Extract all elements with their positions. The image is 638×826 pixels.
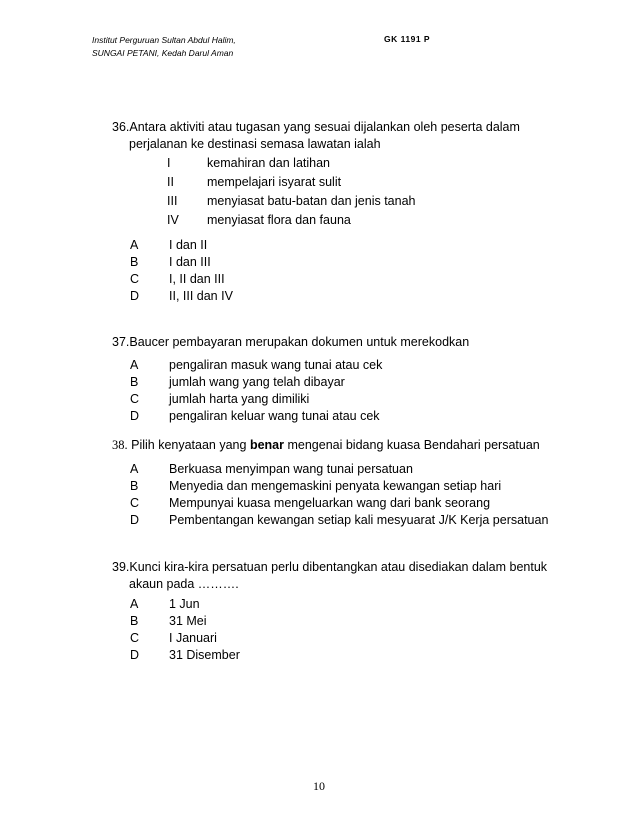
- answer-option[interactable]: [130, 512, 548, 529]
- option-letter: D: [130, 513, 140, 527]
- option-letter: B: [130, 614, 139, 628]
- statement-text: menyiasat batu-batan dan jenis tanah: [207, 194, 416, 208]
- option-text: I Januari: [169, 631, 217, 645]
- answer-option[interactable]: [130, 495, 548, 512]
- option-letter: A: [130, 462, 139, 476]
- question-36-statements: [167, 154, 415, 230]
- option-text: 31 Mei: [169, 614, 207, 628]
- option-letter: C: [130, 272, 140, 286]
- statement-item: [167, 192, 415, 211]
- option-text: jumlah harta yang dimiliki: [169, 392, 310, 406]
- question-39-options: [130, 596, 240, 664]
- question-38: [112, 437, 582, 454]
- statement-numeral: II: [167, 175, 174, 189]
- question-text: Antara aktiviti atau tugasan yang sesuai dijalankan oleh peserta dalam: [129, 120, 520, 134]
- statement-item: [167, 211, 415, 230]
- answer-option[interactable]: [130, 478, 548, 495]
- option-letter: A: [130, 358, 139, 372]
- statement-numeral: IV: [167, 213, 179, 227]
- option-text: Mempunyai kuasa mengeluarkan wang dari bank seorang: [169, 496, 491, 510]
- option-text: I dan II: [169, 238, 208, 252]
- question-text: Kunci kira-kira persatuan perlu dibentangkan atau disediakan dalam bentuk: [129, 560, 548, 574]
- institution-name: Institut Perguruan Sultan Abdul Halim,: [92, 35, 236, 45]
- question-37: [112, 334, 582, 351]
- option-text: pengaliran masuk wang tunai atau cek: [169, 358, 383, 372]
- option-text: jumlah wang yang telah dibayar: [169, 375, 345, 389]
- answer-option[interactable]: [130, 271, 233, 288]
- question-number: 37.: [112, 335, 130, 349]
- question-39: [112, 559, 582, 593]
- question-38-options: [130, 461, 548, 529]
- option-text: I dan III: [169, 255, 211, 269]
- institution-location: SUNGAI PETANI, Kedah Darul Aman: [92, 48, 234, 58]
- question-number: 38.: [112, 438, 128, 452]
- institution-header: [92, 34, 236, 60]
- course-code: GK 1191 P: [384, 34, 431, 44]
- answer-option[interactable]: [130, 254, 233, 271]
- option-text: II, III dan IV: [169, 289, 233, 303]
- option-text: pengaliran keluar wang tunai atau cek: [169, 409, 380, 423]
- question-text: Pilih kenyataan yang: [131, 438, 247, 452]
- option-text: 31 Disember: [169, 648, 240, 662]
- answer-option[interactable]: [130, 374, 382, 391]
- answer-option[interactable]: [130, 461, 548, 478]
- statement-numeral: III: [167, 194, 178, 208]
- statement-text: mempelajari isyarat sulit: [207, 175, 342, 189]
- question-text-continued: perjalanan ke destinasi semasa lawatan ialah: [129, 137, 381, 151]
- question-number: 39.: [112, 560, 130, 574]
- question-36-options: [130, 237, 233, 305]
- question-text-end: mengenai bidang kuasa Bendahari persatuan: [287, 438, 540, 452]
- question-number: 36.: [112, 120, 130, 134]
- option-text: I, II dan III: [169, 272, 225, 286]
- option-text: Pembentangan kewangan setiap kali mesyuarat J/K Kerja persatuan: [169, 513, 549, 527]
- answer-option[interactable]: [130, 613, 240, 630]
- option-letter: C: [130, 631, 140, 645]
- option-text: Berkuasa menyimpan wang tunai persatuan: [169, 462, 413, 476]
- option-letter: B: [130, 255, 139, 269]
- statement-numeral: I: [167, 156, 171, 170]
- statement-item: [167, 154, 415, 173]
- answer-option[interactable]: [130, 391, 382, 408]
- answer-option[interactable]: [130, 237, 233, 254]
- statement-item: [167, 173, 415, 192]
- option-letter: B: [130, 479, 139, 493]
- option-letter: D: [130, 409, 140, 423]
- option-letter: D: [130, 289, 140, 303]
- option-letter: A: [130, 238, 139, 252]
- question-text-emphasis: benar: [249, 438, 284, 452]
- option-letter: D: [130, 648, 140, 662]
- question-37-options: [130, 357, 382, 425]
- option-letter: A: [130, 597, 139, 611]
- question-text-continued: akaun pada ……….: [129, 577, 239, 591]
- option-letter: C: [130, 496, 140, 510]
- answer-option[interactable]: [130, 596, 240, 613]
- question-36: [112, 119, 582, 153]
- option-letter: C: [130, 392, 140, 406]
- option-letter: B: [130, 375, 139, 389]
- answer-option[interactable]: [130, 630, 240, 647]
- page-number: 10: [313, 779, 325, 793]
- option-text: 1 Jun: [169, 597, 200, 611]
- statement-text: menyiasat flora dan fauna: [207, 213, 351, 227]
- option-text: Menyedia dan mengemaskini penyata kewangan setiap hari: [169, 479, 502, 493]
- answer-option[interactable]: [130, 647, 240, 664]
- answer-option[interactable]: [130, 288, 233, 305]
- statement-text: kemahiran dan latihan: [207, 156, 330, 170]
- answer-option[interactable]: [130, 408, 382, 425]
- question-text: Baucer pembayaran merupakan dokumen untuk merekodkan: [129, 335, 470, 349]
- answer-option[interactable]: [130, 357, 382, 374]
